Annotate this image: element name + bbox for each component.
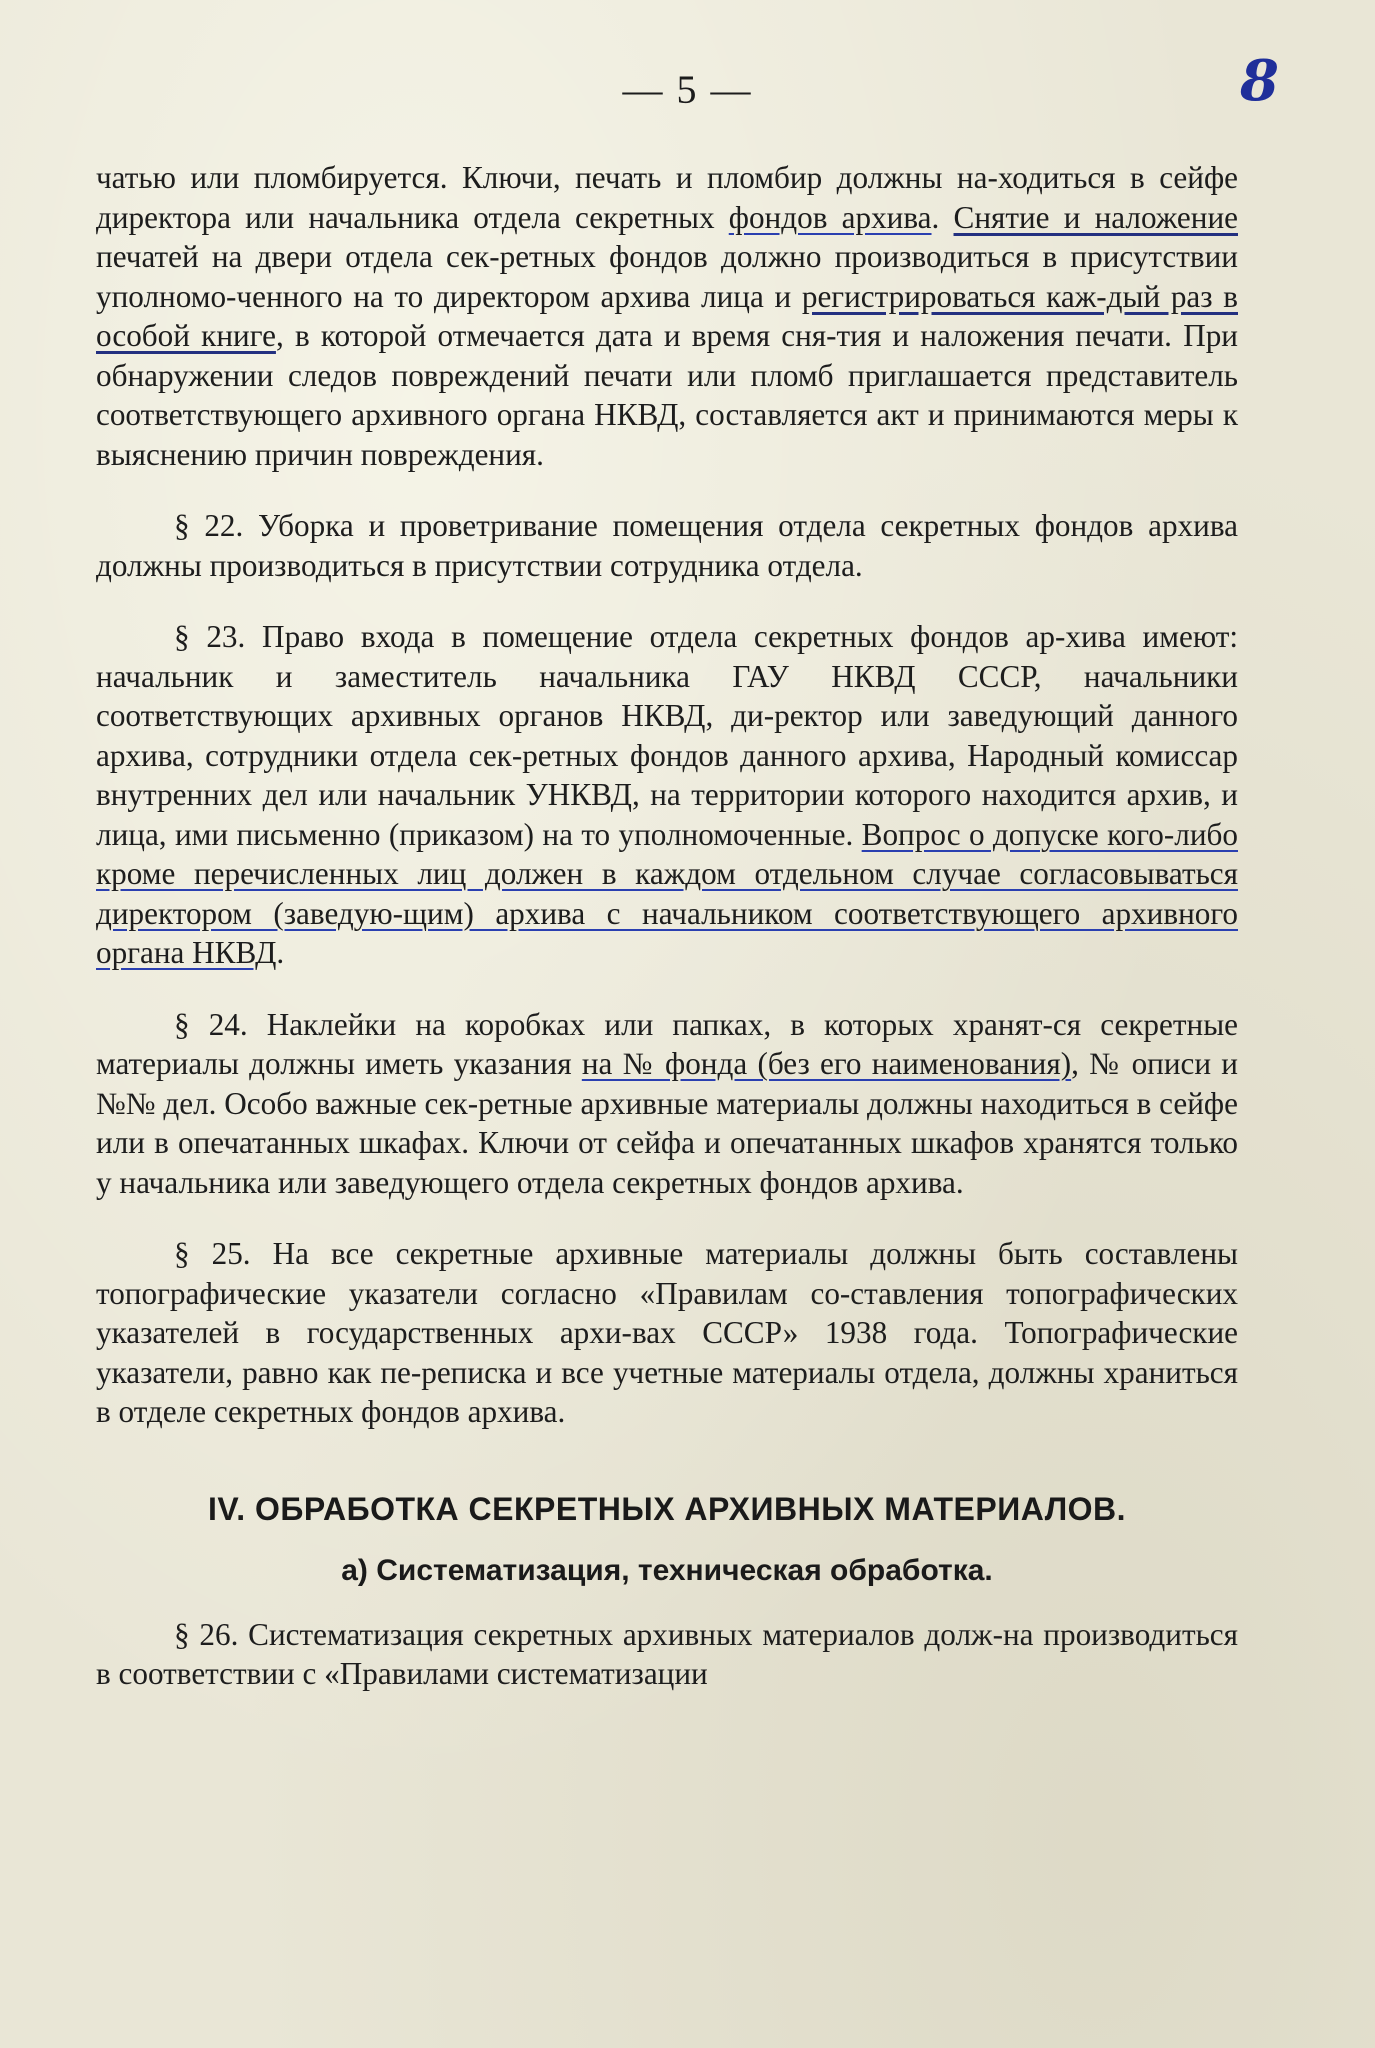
paragraph-25: § 25. На все секретные архивные материалы должны быть составлены топографические указатели согласно «Правилам со-ставления топографических указателей в государственных архи-вах СССР» 1938 года. Топографические указатели, равно как пе-реписка и все учетные материалы отдела, должны храниться в отделе секретных фондов архива. — [96, 1236, 1238, 1429]
paragraph-26: § 26. Систематизация секретных архивных материалов долж-на производиться в соответствии с «Правилами систематизации — [96, 1616, 1238, 1691]
paragraph-23 — [96, 617, 1238, 973]
text-run: . — [931, 199, 954, 235]
underlined-text: Вопрос о допуске кого-либо кроме перечисленных лиц должен в каждом отдельном случае согласовываться директором (заведую-щим) архива с начальником соответствующего архивного органа НКВД — [96, 816, 1238, 970]
text-run: , в которой отмечается дата и время сня-тия и наложения печати. При обнаружении следов повреждений печати или пломб приглашается представитель соответствующего архивного органа НКВД, составляется акт и принимаются меры к выяснению причин повреждения. — [96, 318, 1238, 472]
page-number: — 5 — — [622, 67, 753, 112]
sub-heading: а) Систематизация, техническая обработка. — [341, 1554, 993, 1587]
underlined-text: фондов архива — [728, 199, 932, 235]
paragraph-continued — [96, 158, 1238, 474]
underlined-text: на № фонда (без его наименования) — [581, 1046, 1072, 1081]
text-run: печатей на двери отдела сек-ретных фондов должно производиться в присутствии уполномо-ченного на то директором архива лица и — [96, 239, 1238, 314]
folio-number: 8 — [1240, 48, 1279, 114]
section-heading: IV. ОБРАБОТКА СЕКРЕТНЫХ АРХИВНЫХ МАТЕРИАЛОВ. — [207, 1490, 1127, 1527]
text-run: . — [276, 935, 285, 970]
text-run: § 23. Право входа в помещение отдела секретных фондов ар-хива имеют: начальник и заместитель начальника ГАУ НКВД СССР, начальники соответствующих архивных органов НКВД, ди-ректор или заведующий данного архива, сотрудники отдела сек-ретных фондов данного архива, Народный комиссар внутренних дел или начальник УНКВД, на территории которого находится архив, и лица, ими письменно (приказом) на то уполномоченные. — [96, 619, 1238, 852]
text-run: , № описи и №№ дел. Особо важные сек-ретные архивные материалы должны находиться в сейфе или в опечатанных шкафах. Ключи от сейфа и опечатанных шкафов хранятся только у начальника или заведующего отдела секретных фондов архива. — [96, 1046, 1238, 1200]
text-run: § 24. Наклейки на коробках или папках, в которых хранят-ся секретные материалы должны иметь указания — [96, 1006, 1238, 1081]
text-run: чатью или пломбируется. Ключи, печать и пломбир должны на-ходиться в сейфе директора или начальника отдела секретных — [96, 160, 1238, 235]
document-body — [96, 158, 1238, 1694]
underlined-text: регистрироваться каж-дый раз в особой книге — [96, 278, 1238, 353]
paragraph-22: § 22. Уборка и проветривание помещения отдела секретных фондов архива должны производиться в присутствии сотрудника отдела. — [96, 508, 1238, 583]
paragraph-24 — [96, 1005, 1238, 1203]
underlined-text: Снятие и наложение — [953, 199, 1238, 235]
